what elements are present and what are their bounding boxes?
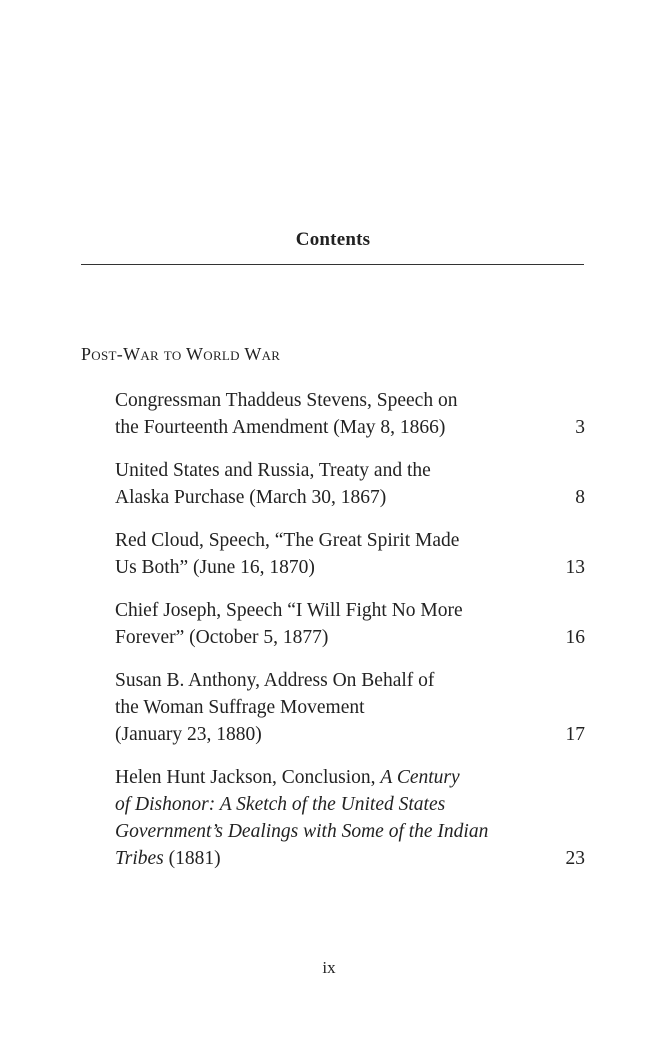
page-title: Contents xyxy=(295,229,371,250)
toc-entry-line: Chief Joseph, Speech “I Will Fight No More xyxy=(115,600,463,621)
toc-entry-italic-text: Government’s Dealings with Some of the Indian xyxy=(115,821,489,842)
toc-entry-line xyxy=(115,791,505,818)
toc-entry-line: (January 23, 1880) xyxy=(115,724,262,745)
toc-entry-line xyxy=(115,764,505,791)
toc-entry-line xyxy=(115,845,505,872)
toc-entry-line: the Woman Suffrage Movement xyxy=(115,697,365,718)
toc-entry-title xyxy=(115,527,505,581)
toc-entry-line: Alaska Purchase (March 30, 1867) xyxy=(115,487,387,508)
toc-entry[interactable] xyxy=(115,764,585,872)
toc-entry-line: Congressman Thaddeus Stevens, Speech on xyxy=(115,390,458,411)
toc-entry-title xyxy=(115,764,505,872)
toc-entry[interactable] xyxy=(115,387,585,441)
toc-entry-italic-text: A Century xyxy=(380,767,460,788)
toc-entry-line: United States and Russia, Treaty and the xyxy=(115,460,431,481)
toc-entry[interactable] xyxy=(115,527,585,581)
toc-entry[interactable] xyxy=(115,667,585,748)
toc-entry-title xyxy=(115,387,505,441)
toc-entry-line: the Fourteenth Amendment (May 8, 1866) xyxy=(115,417,446,438)
toc-entry-page-number: 16 xyxy=(565,627,585,648)
toc-entry-line xyxy=(115,818,505,845)
title-divider xyxy=(81,264,584,265)
toc-entry-text: (1881) xyxy=(163,848,221,869)
toc-entry-italic-text: of Dishonor: A Sketch of the United States xyxy=(115,794,446,815)
toc-entries xyxy=(115,387,585,888)
page-number: ix xyxy=(322,958,336,977)
toc-entry-page-number: 23 xyxy=(565,848,585,869)
section-heading: Post-War to World War xyxy=(81,344,281,364)
toc-entry[interactable] xyxy=(115,597,585,651)
toc-entry-page-number: 3 xyxy=(575,417,585,438)
toc-entry-title xyxy=(115,457,505,511)
toc-entry-page-number: 13 xyxy=(565,557,585,578)
toc-entry-line: Us Both” (June 16, 1870) xyxy=(115,557,315,578)
toc-entry-text: Helen Hunt Jackson, Conclusion, xyxy=(115,767,381,788)
toc-entry-title xyxy=(115,667,505,748)
toc-entry-title xyxy=(115,597,505,651)
toc-entry-page-number: 8 xyxy=(575,487,585,508)
toc-entry-line: Forever” (October 5, 1877) xyxy=(115,627,329,648)
toc-entry-page-number: 17 xyxy=(565,724,585,745)
toc-entry-italic-text: Tribes xyxy=(115,848,164,869)
toc-entry-line: Red Cloud, Speech, “The Great Spirit Made xyxy=(115,530,460,551)
toc-entry-line: Susan B. Anthony, Address On Behalf of xyxy=(115,670,435,691)
toc-entry[interactable] xyxy=(115,457,585,511)
